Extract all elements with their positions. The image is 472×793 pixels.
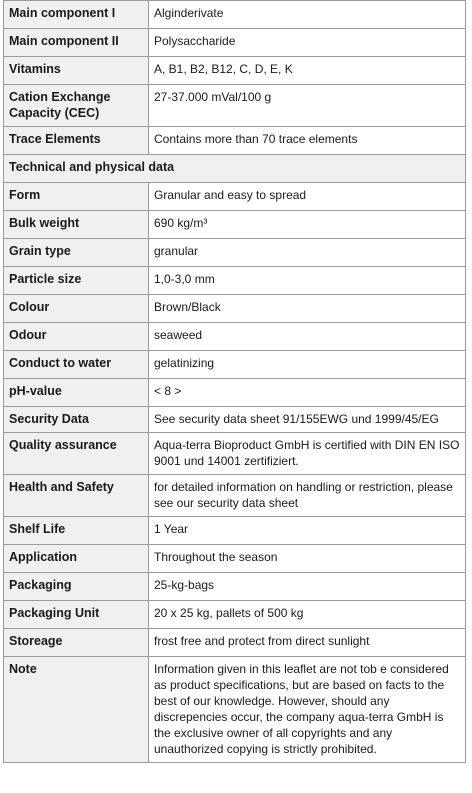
row-value: Polysaccharide	[149, 29, 466, 57]
row-label: Trace Elements	[4, 127, 149, 155]
row-label: Main component II	[4, 29, 149, 57]
row-value: 1,0-3,0 mm	[149, 267, 466, 295]
row-value: Granular and easy to spread	[149, 183, 466, 211]
row-label: Packaging	[4, 573, 149, 601]
row-value: A, B1, B2, B12, C, D, E, K	[149, 57, 466, 85]
spec-table	[3, 0, 466, 763]
table-row	[4, 1, 466, 29]
row-value: 1 Year	[149, 517, 466, 545]
row-label: Note	[4, 657, 149, 763]
table-row	[4, 657, 466, 763]
table-row	[4, 351, 466, 379]
table-row	[4, 85, 466, 127]
row-value: Aqua-terra Bioproduct GmbH is certified with DIN EN ISO 9001 und 14001 zertifiziert.	[149, 433, 466, 475]
row-label: Grain type	[4, 239, 149, 267]
table-row	[4, 629, 466, 657]
table-row	[4, 601, 466, 629]
row-label: Conduct to water	[4, 351, 149, 379]
row-label: Particle size	[4, 267, 149, 295]
row-value: Contains more than 70 trace elements	[149, 127, 466, 155]
row-label: Vitamins	[4, 57, 149, 85]
row-value: gelatinizing	[149, 351, 466, 379]
table-row	[4, 407, 466, 433]
table-row	[4, 295, 466, 323]
section-title: Technical and physical data	[4, 155, 466, 183]
row-label: Shelf Life	[4, 517, 149, 545]
table-row	[4, 475, 466, 517]
row-label: Main component I	[4, 1, 149, 29]
table-row	[4, 267, 466, 295]
row-value: 20 x 25 kg, pallets of 500 kg	[149, 601, 466, 629]
table-row	[4, 433, 466, 475]
row-label: Cation Exchange Capacity (CEC)	[4, 85, 149, 127]
row-label: Application	[4, 545, 149, 573]
table-row	[4, 29, 466, 57]
table-row	[4, 183, 466, 211]
row-value: 690 kg/m³	[149, 211, 466, 239]
table-row	[4, 323, 466, 351]
row-value: seaweed	[149, 323, 466, 351]
row-label: Health and Safety	[4, 475, 149, 517]
section-row	[4, 155, 466, 183]
row-label: Odour	[4, 323, 149, 351]
row-label: Quality assurance	[4, 433, 149, 475]
row-value: frost free and protect from direct sunlight	[149, 629, 466, 657]
row-value: granular	[149, 239, 466, 267]
table-row	[4, 379, 466, 407]
row-value: 25-kg-bags	[149, 573, 466, 601]
table-row	[4, 211, 466, 239]
row-value: 27-37.000 mVal/100 g	[149, 85, 466, 127]
row-label: Security Data	[4, 407, 149, 433]
row-label: Colour	[4, 295, 149, 323]
row-label: Bulk weight	[4, 211, 149, 239]
table-row	[4, 57, 466, 85]
table-row	[4, 239, 466, 267]
table-row	[4, 517, 466, 545]
row-label: Storeage	[4, 629, 149, 657]
row-value: See security data sheet 91/155EWG und 1999/45/EG	[149, 407, 466, 433]
row-label: Packaging Unit	[4, 601, 149, 629]
table-row	[4, 573, 466, 601]
table-row	[4, 545, 466, 573]
table-row	[4, 127, 466, 155]
row-label: Form	[4, 183, 149, 211]
row-label: pH-value	[4, 379, 149, 407]
row-value: for detailed information on handling or restriction, please see our security data sheet	[149, 475, 466, 517]
row-value: Throughout the season	[149, 545, 466, 573]
row-value: Alginderivate	[149, 1, 466, 29]
row-value: Information given in this leaflet are not tob e considered as product specifications, but are based on facts to the best of our knowledge. However, should any discrepencies occur, the company aqua-terra GmbH is the exclusive owner of all copyrights and any unauthorized copying is strictly prohibited.	[149, 657, 466, 763]
row-value: Brown/Black	[149, 295, 466, 323]
row-value: < 8 >	[149, 379, 466, 407]
